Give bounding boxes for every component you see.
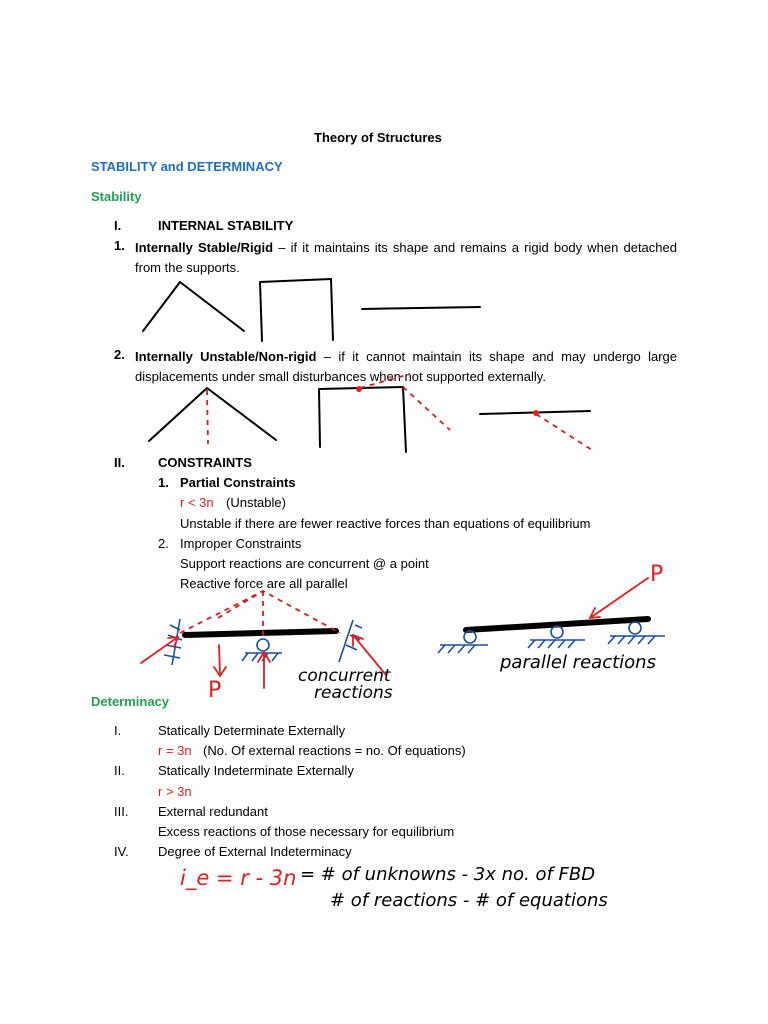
det-i-num: I. [114, 723, 122, 738]
roller-1-base [438, 645, 488, 653]
stable-frame-sketch [260, 279, 333, 341]
handwritten-lhs: i_e = r - 3n [180, 866, 297, 890]
det-iii-label: External redundant [158, 804, 268, 819]
unstable-beam-displaced-line [536, 414, 592, 450]
det-ii-label: Statically Indeterminate Externally [158, 763, 354, 778]
concurrent-label-2: reactions [314, 683, 393, 703]
middle-roller [257, 639, 269, 651]
partial-note: (Unstable) [226, 495, 286, 510]
page-title: Theory of Structures [314, 130, 442, 145]
det-i-note: (No. Of external reactions = no. Of equations) [203, 743, 466, 758]
item1-num: 1. [114, 238, 125, 253]
determinacy-heading: Determinacy [91, 694, 170, 709]
det-ii-formula: r > 3n [158, 784, 192, 799]
beam-parallel [466, 619, 648, 630]
roller-2 [551, 626, 563, 638]
partial-formula: r < 3n [180, 495, 214, 510]
hinge-dot-frame [356, 386, 362, 392]
unstable-frame-sketch [319, 387, 406, 452]
unstable-truss-sketch [149, 388, 276, 441]
unstable-truss-hinge-line [207, 390, 208, 444]
roller-1 [464, 631, 476, 643]
det-iv-num: IV. [114, 844, 129, 859]
middle-reaction-arrow [258, 652, 270, 688]
parallel-load-arrow [590, 578, 648, 618]
roller-3 [629, 622, 641, 634]
item2-desc: – if it cannot maintain its shape and may undergo large displacements under small disturbances when not supported externally. [135, 349, 678, 384]
load-arrow [214, 645, 226, 676]
section-heading: STABILITY and DETERMINACY [91, 159, 283, 174]
hinge-dot-beam [533, 410, 539, 416]
parallel-label: parallel reactions [500, 652, 656, 673]
partial-num: 1. [158, 475, 169, 490]
det-i-label: Statically Determinate Externally [158, 723, 346, 738]
concurrent-label-1: concurrent [298, 666, 391, 686]
stability-heading: Stability [91, 189, 142, 204]
item2-bold: Internally Unstable/Non-rigid [135, 349, 317, 364]
det-iii-num: III. [114, 804, 129, 819]
roller-3-base [608, 636, 665, 644]
stable-beam-sketch [362, 307, 480, 309]
det-iii-note: Excess reactions of those necessary for equilibrium [158, 824, 455, 839]
left-pin-support [164, 619, 182, 665]
partial-label: Partial Constraints [180, 475, 296, 490]
improper-num: 2. [158, 536, 169, 551]
internal-num: I. [114, 218, 122, 233]
det-i-formula: r = 3n [158, 743, 192, 758]
det-ii-num: II. [114, 763, 125, 778]
unstable-frame-displaced-top [360, 374, 410, 388]
constraints-label: CONSTRAINTS [158, 455, 252, 470]
partial-desc: Unstable if there are fewer reactive forces than equations of equilibrium [180, 516, 591, 531]
constraints-num: II. [114, 455, 125, 470]
parallel-load-label: P [650, 562, 664, 587]
handwritten-eq1: = # of unknowns - 3x no. of FBD [300, 864, 596, 885]
item1-bold: Internally Stable/Rigid [135, 240, 274, 255]
roller-2-base [528, 640, 585, 648]
improper-line1: Support reactions are concurrent @ a point [180, 556, 429, 571]
unstable-frame-displaced-line [403, 387, 450, 430]
det-iv-label: Degree of External Indeterminacy [158, 844, 352, 859]
improper-line2: Reactive force are all parallel [180, 576, 348, 591]
beam-concurrent [185, 631, 336, 635]
handwritten-eq2: # of reactions - # of equations [330, 890, 608, 911]
item2-num: 2. [114, 347, 125, 362]
load-label: P [208, 678, 222, 703]
stable-truss-sketch [143, 282, 244, 331]
improper-label: Improper Constraints [180, 536, 302, 551]
internal-label: INTERNAL STABILITY [158, 218, 294, 233]
item1-desc: – if it maintains its shape and remains a rigid body when detached from the supports. [135, 240, 677, 275]
